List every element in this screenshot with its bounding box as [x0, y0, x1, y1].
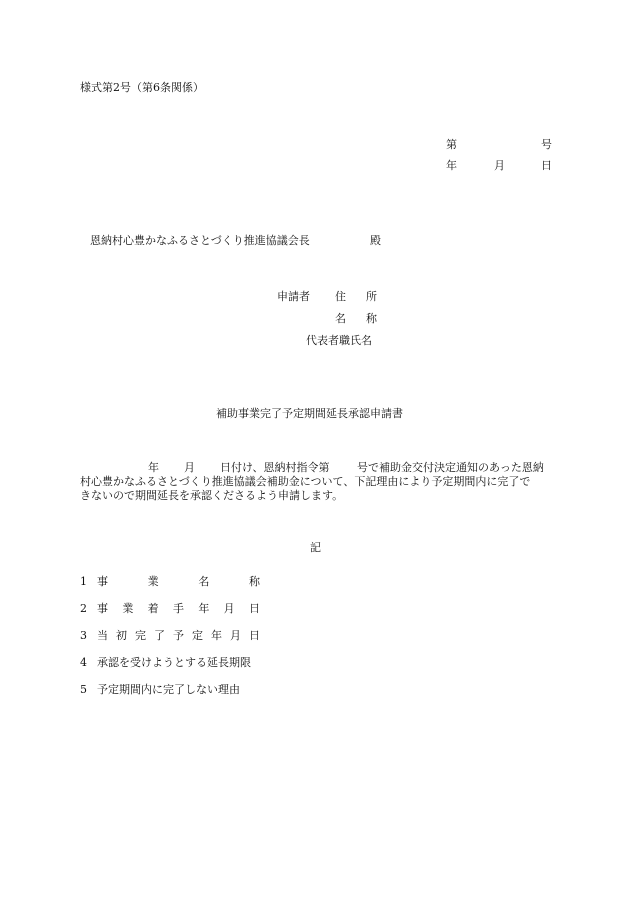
item-label-char: 完 — [135, 629, 146, 642]
item-label-char: 業 — [122, 602, 134, 615]
item-label-char: 事 — [97, 602, 108, 615]
body-line3: きないので期間延長を承認くださるよう申請します。 — [80, 489, 344, 502]
date-month: 月 — [494, 159, 505, 172]
item-label-char: 了 — [154, 629, 165, 642]
name-label-char: 名 — [335, 312, 346, 325]
applicant-label: 申請者 — [277, 290, 310, 303]
item-label-4: 承認を受けようとする延長期限 — [97, 656, 251, 669]
name-label — [335, 312, 377, 326]
item-label-1 — [97, 575, 260, 589]
item-label-char: 定 — [192, 629, 203, 642]
item-number-3: 3 — [80, 629, 87, 642]
date-year: 年 — [446, 159, 457, 172]
addressee-name: 恩納村心豊かなふるさとづくり推進協議会長 — [90, 234, 310, 247]
date-day: 日 — [541, 159, 552, 172]
item-label-char: 日 — [248, 602, 260, 615]
item-label-char: 年 — [211, 629, 222, 642]
item-label-char: 着 — [147, 602, 159, 615]
item-number-4: 4 — [80, 656, 87, 669]
item-label-char: 年 — [198, 602, 210, 615]
item-label-char: 初 — [116, 629, 127, 642]
item-label-3 — [97, 629, 260, 643]
ki-heading: 記 — [310, 541, 321, 554]
body-line1-rest: 日付け、恩納村指令第 — [220, 461, 330, 474]
addressee-honorific: 殿 — [370, 234, 381, 247]
item-label-2 — [97, 602, 260, 616]
item-label-char: 事 — [97, 575, 108, 588]
body-month: 月 — [184, 461, 195, 474]
address-label — [335, 290, 377, 304]
item-label-char: 名 — [198, 575, 210, 588]
item-label-5: 予定期間内に完了しない理由 — [97, 683, 240, 696]
item-label-char: 称 — [248, 575, 260, 588]
item-label-char: 手 — [172, 602, 184, 615]
item-label-char: 月 — [230, 629, 241, 642]
document-title: 補助事業完了予定期間延長承認申請書 — [216, 407, 403, 420]
body-line1-go: 号で補助金交付決定通知のあった恩納 — [357, 461, 544, 474]
doc-number-dai: 第 — [446, 138, 457, 151]
item-label-char: 月 — [223, 602, 235, 615]
representative-label: 代表者職氏名 — [306, 334, 372, 347]
doc-number-go: 号 — [541, 138, 552, 151]
item-label-char: 予 — [173, 629, 184, 642]
form-number: 様式第2号（第6条関係） — [80, 81, 204, 94]
item-number-2: 2 — [80, 602, 87, 615]
item-label-char: 日 — [249, 629, 260, 642]
name-label-char: 称 — [366, 312, 377, 325]
body-line2: 村心豊かなふるさとづくり推進協議会補助金について、下記理由により予定期間内に完了で — [80, 475, 531, 488]
item-label-char: 当 — [97, 629, 108, 642]
item-label-char: 業 — [147, 575, 159, 588]
body-year: 年 — [148, 461, 159, 474]
address-label-char: 住 — [335, 290, 346, 303]
item-number-5: 5 — [80, 683, 87, 696]
address-label-char: 所 — [366, 290, 377, 303]
item-number-1: 1 — [80, 575, 87, 588]
